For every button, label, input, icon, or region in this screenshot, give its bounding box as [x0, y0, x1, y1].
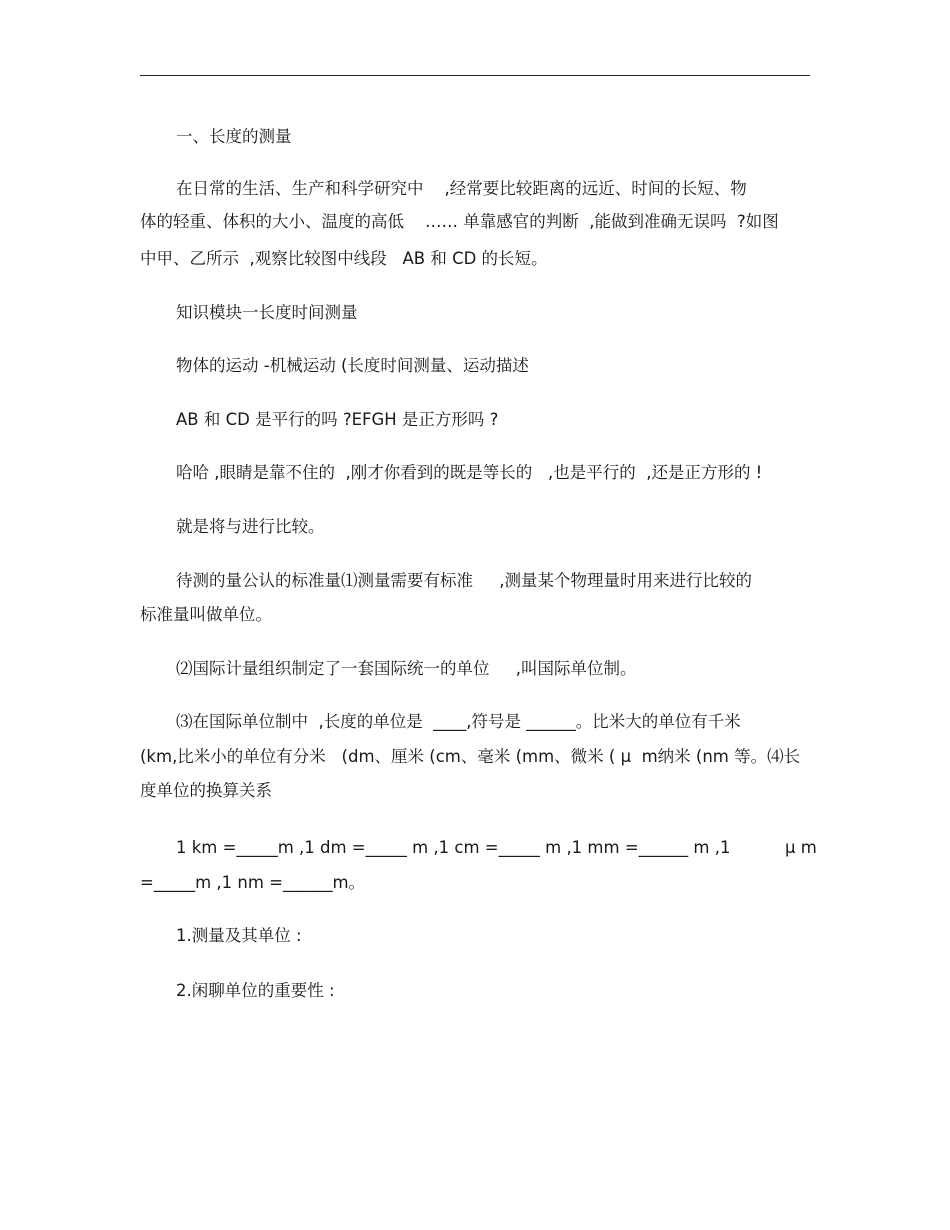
header-rule [140, 75, 810, 76]
answer-text: 哈哈 ,眼睛是靠不住的 ,刚才你看到的既是等长的 ,也是平行的 ,还是正方形的 ! [176, 463, 763, 482]
conversion-line-2: =_____m ,1 nm =______m。 [140, 873, 366, 892]
intro-line-1: 在日常的生活、生产和科学研究中 ,经常要比较距离的远近、时间的长短、物 [176, 179, 747, 198]
intro-line-2: 体的轻重、体积的大小、温度的高低 …… 单靠感官的判断 ,能做到准确无误吗 ?如图 [140, 212, 779, 231]
conversion-unit: μ m [785, 838, 817, 857]
item1-line-2: 标准量叫做单位。 [140, 605, 272, 624]
module-title: 知识模块一长度时间测量 [176, 303, 358, 322]
item3-line-3: 度单位的换算关系 [140, 781, 272, 800]
intro-line-3: 中甲、乙所示 ,观察比较图中线段 AB 和 CD 的长短。 [140, 249, 548, 268]
chapter-title: 物体的运动 -机械运动 (长度时间测量、运动描述 [176, 356, 529, 375]
item2-text: ⑵国际计量组织制定了一套国际统一的单位 ,叫国际单位制。 [176, 659, 637, 678]
comparison-text: 就是将与进行比较。 [176, 517, 325, 536]
section-title: 一、长度的测量 [176, 127, 292, 146]
heading-1: 1.测量及其单位 : [176, 926, 302, 945]
item3-line-2: (km,比米小的单位有分米 (dm、厘米 (cm、毫米 (mm、微米 ( μ m纳米 (nm 等。⑷长 [140, 747, 801, 766]
item3-line-1: ⑶在国际单位制中 ,长度的单位是 ____,符号是 ______。比米大的单位有千米 [176, 712, 741, 731]
question-text: AB 和 CD 是平行的吗 ?EFGH 是正方形吗 ? [176, 410, 499, 429]
heading-2: 2.闲聊单位的重要性 : [176, 981, 335, 1000]
conversion-line-1: 1 km =_____m ,1 dm =_____ m ,1 cm =_____ m ,1 mm =______ m ,1 [176, 838, 731, 857]
item1-line-1: 待测的量公认的标准量⑴测量需要有标准 ,测量某个物理量时用来进行比较的 [176, 571, 752, 590]
